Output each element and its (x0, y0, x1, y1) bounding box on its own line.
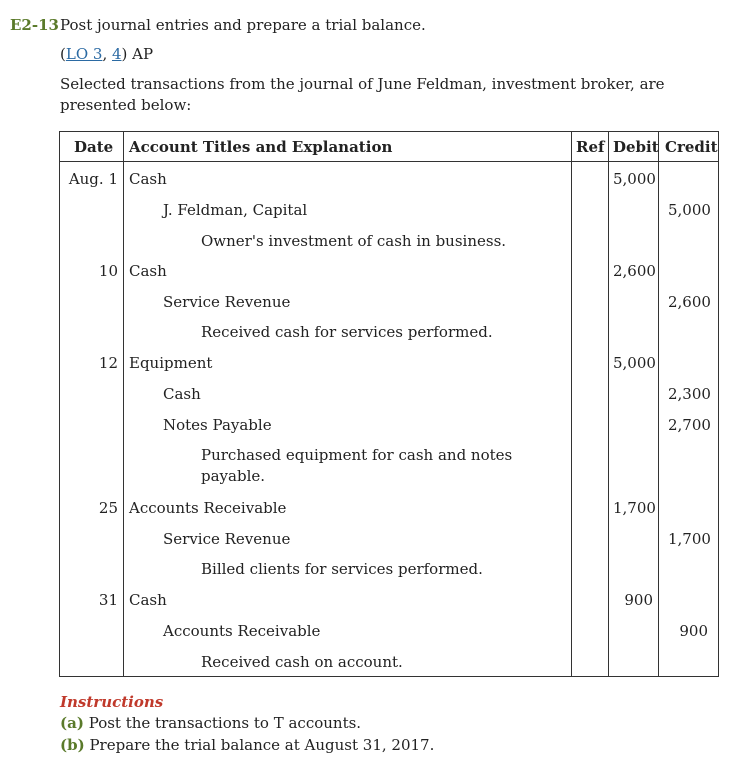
learning-objectives (60, 45, 153, 63)
row-date: 25 (98, 499, 118, 517)
row-explanation: Billed clients for services performed. (201, 560, 483, 578)
lo-open: ( (60, 45, 66, 63)
header-account: Account Titles and Explanation (129, 138, 393, 156)
lo-separator: , (102, 45, 112, 63)
row-explanation: Received cash on account. (201, 653, 403, 671)
row-account: Notes Payable (163, 416, 272, 434)
row-credit: 5,000 (668, 201, 711, 219)
journal-table (59, 131, 719, 677)
row-account: Equipment (129, 354, 213, 372)
exercise-title: Post journal entries and prepare a trial balance. (60, 16, 426, 34)
row-account: Cash (129, 170, 167, 188)
row-debit: 1,700 (613, 499, 656, 517)
row-explanation: Purchased equipment for cash and notes payable. (201, 446, 513, 485)
row-debit: 5,000 (613, 354, 656, 372)
row-account: Cash (129, 262, 167, 280)
row-credit: 2,600 (668, 293, 711, 311)
column-divider (608, 132, 609, 676)
row-date: 12 (98, 354, 118, 372)
row-debit: 2,600 (613, 262, 656, 280)
header-date: Date (74, 138, 114, 156)
row-date: Aug. 1 (68, 170, 118, 188)
lo-link-4[interactable]: 4 (111, 45, 122, 63)
instruction-label: (b) (60, 736, 85, 754)
header-ref: Ref (576, 138, 605, 156)
header-credit: Credit (665, 138, 718, 156)
header-divider (60, 161, 718, 162)
column-divider (123, 132, 124, 676)
column-divider (571, 132, 572, 676)
row-debit: 900 (624, 591, 653, 609)
row-date: 31 (98, 591, 118, 609)
row-credit: 1,700 (668, 530, 711, 548)
column-divider (658, 132, 659, 676)
lo-link-3[interactable]: LO 3 (65, 45, 103, 63)
row-account: Service Revenue (163, 293, 291, 311)
row-credit: 2,300 (668, 385, 711, 403)
row-account: Accounts Receivable (163, 622, 321, 640)
row-credit: 900 (679, 622, 708, 640)
header-debit: Debit (613, 138, 659, 156)
row-date: 10 (98, 262, 118, 280)
intro-paragraph: Selected transactions from the journal of June Feldman, investment broker, are presented below: (60, 75, 665, 114)
row-explanation: Received cash for services performed. (201, 323, 493, 341)
exercise-number: E2-13 (10, 16, 59, 34)
row-account: Service Revenue (163, 530, 291, 548)
lo-close: ) AP (121, 45, 154, 63)
instruction-text: Prepare the trial balance at August 31, 2017. (89, 736, 435, 754)
instructions-heading: Instructions (60, 693, 164, 711)
row-account: Cash (163, 385, 201, 403)
instruction-text: Post the transactions to T accounts. (88, 714, 362, 732)
instruction-a (60, 714, 361, 732)
instruction-label: (a) (60, 714, 84, 732)
row-explanation: Owner's investment of cash in business. (201, 232, 507, 250)
row-account: Cash (129, 591, 167, 609)
row-account: Accounts Receivable (129, 499, 287, 517)
row-account: J. Feldman, Capital (163, 201, 308, 219)
row-credit: 2,700 (668, 416, 711, 434)
row-debit: 5,000 (613, 170, 656, 188)
instruction-b (60, 736, 434, 754)
